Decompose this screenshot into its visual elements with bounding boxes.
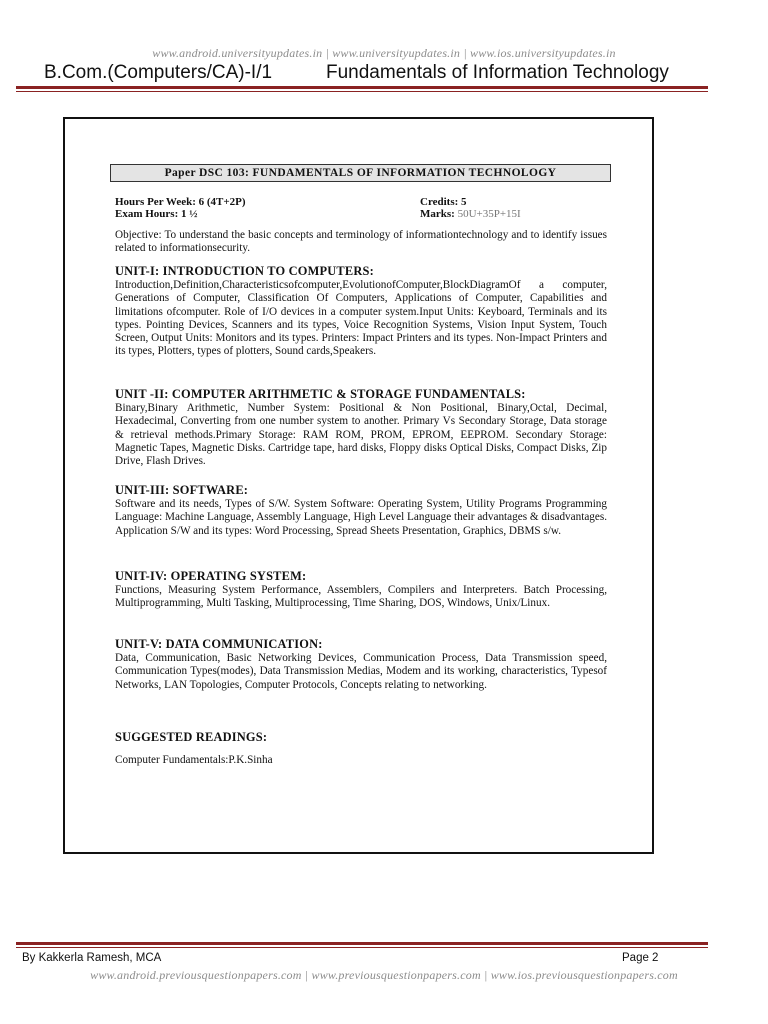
marks-value: 50U+35P+15I <box>457 208 521 220</box>
marks-label: Marks: <box>420 208 458 220</box>
page-number: Page 2 <box>622 952 659 964</box>
unit-body: Software and its needs, Types of S/W. System Software: Operating System, Utility Programs Programming Language: Machine Language, Assembly Language, High Level Language their advantages & disadvantages. Application S/W and its types: Word Processing, Spread Sheets Presentation, Graphics, DBMS s/w. <box>115 498 607 537</box>
unit-1 <box>115 265 607 358</box>
suggested-readings <box>115 731 607 767</box>
unit-3 <box>115 484 607 538</box>
paper-title-banner: Paper DSC 103: FUNDAMENTALS OF INFORMATION TECHNOLOGY <box>110 164 611 182</box>
credits: Credits: 5 <box>420 196 467 208</box>
syllabus-image-frame <box>63 117 654 854</box>
unit-heading: UNIT-III: SOFTWARE: <box>115 483 249 497</box>
header-divider <box>16 86 708 89</box>
exam-hours: Exam Hours: 1 ½ <box>115 208 198 220</box>
marks <box>420 208 521 221</box>
unit-heading: UNIT -II: COMPUTER ARITHMETIC & STORAGE FUNDAMENTALS: <box>115 387 526 401</box>
unit-heading: UNIT-V: DATA COMMUNICATION: <box>115 637 323 651</box>
course-title: B.Com.(Computers/CA)-I/1 <box>44 62 273 83</box>
footer-url-line: www.android.previousquestionpapers.com | www.previousquestionpapers.com | www.ios.previousquestionpapers.com <box>90 968 678 982</box>
unit-heading: UNIT-I: INTRODUCTION TO COMPUTERS: <box>115 264 374 278</box>
hours-per-week: Hours Per Week: 6 (4T+2P) <box>115 196 246 208</box>
unit-heading: UNIT-IV: OPERATING SYSTEM: <box>115 569 307 583</box>
suggested-body: Computer Fundamentals:P.K.Sinha <box>115 754 273 767</box>
header-divider-thin <box>16 91 708 92</box>
footer-divider <box>16 942 708 945</box>
unit-body: Functions, Measuring System Performance, Assemblers, Compilers and Interpreters. Batch Processing, Multiprogramming, Multi Tasking, Multiprocessing, Time Sharing, DOS, Windows, Unix/Linux. <box>115 584 607 610</box>
unit-body: Binary,Binary Arithmetic, Number System: Positional & Non Positional, Binary,Octal, Decimal, Hexadecimal, Converting from one number system to another. Primary Vs Secondary Storage, Data storage & retrieval methods.Primary Storage: RAM ROM, PROM, EPROM, EEPROM. Secondary Storage: Magnetic Tapes, Magnetic Disks. Cartridge tape, hard disks, Floppy disks Optical Disks, Compact Disks, Zip Drive, Flash Drives. <box>115 402 607 468</box>
syllabus-content <box>65 119 652 852</box>
header-url-line: www.android.universityupdates.in | www.universityupdates.in | www.ios.universityupdates.in <box>152 46 616 60</box>
author: By Kakkerla Ramesh, MCA <box>22 952 162 964</box>
unit-body: Introduction,Definition,Characteristicsofcomputer,EvolutionofComputer,BlockDiagramOf a computer, Generations of Computer, Classification Of Computers, Applications of Computer, Capabilities and limitations ofcomputer. Role of I/O devices in a computer system.Input Units: Keyboard, Terminals and its types. Pointing Devices, Scanners and its types, Voice Recognition Systems, Vision Input System, Touch Screen, Output Units: Monitors and its types. Printers: Impact Printers and its types. Non-Impact Printers and its types, Plotters, types of plotters, Sound cards,Speakers. <box>115 279 607 358</box>
unit-body: Data, Communication, Basic Networking Devices, Communication Process, Data Transmission speed, Communication Types(modes), Data Transmission Medias, Modem and its working, characteristics, Typesof Networks, LAN Topologies, Computer Protocols, Concepts relating to networking. <box>115 652 607 691</box>
footer-divider-thin <box>16 947 708 948</box>
unit-2 <box>115 388 607 468</box>
unit-4 <box>115 570 607 611</box>
suggested-heading: SUGGESTED READINGS: <box>115 730 268 744</box>
objective <box>115 229 607 255</box>
objective-text: Objective: To understand the basic concepts and terminology of informationtechnology and to identify issues related to informationsecurity. <box>115 229 607 255</box>
subject-title: Fundamentals of Information Technology <box>326 62 669 83</box>
unit-5 <box>115 638 607 692</box>
